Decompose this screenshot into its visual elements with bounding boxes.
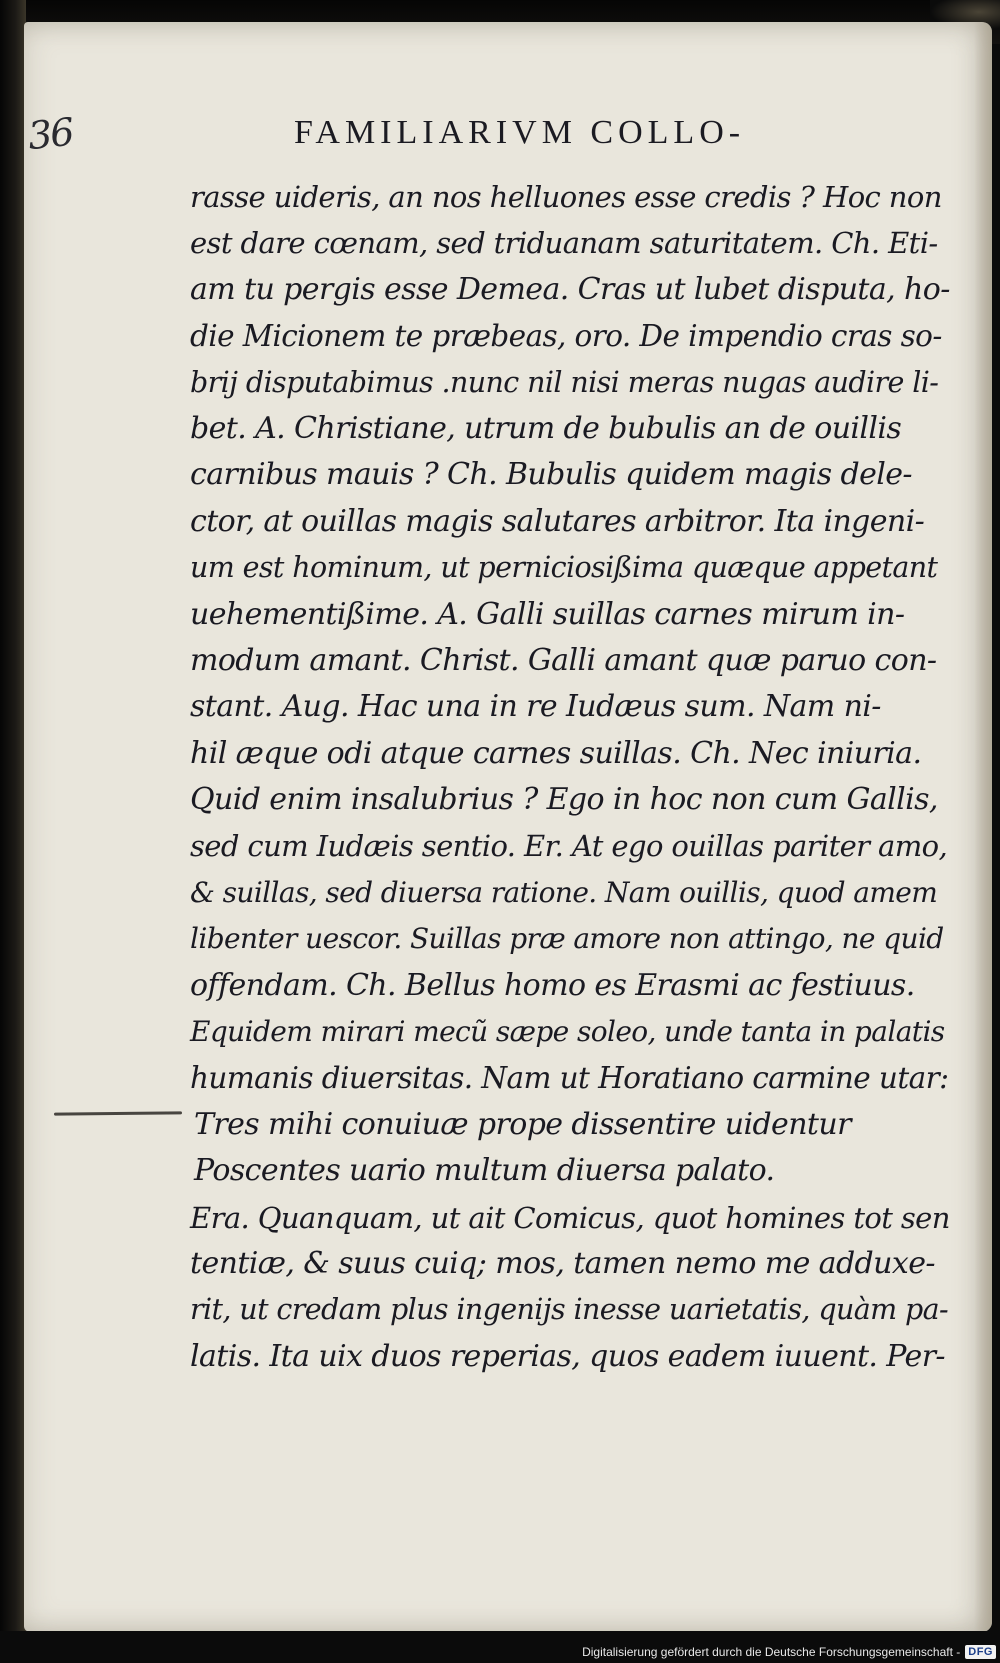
text-line: Quid enim insalubrius ? Ego in hoc non cum Gallis, (190, 782, 938, 818)
text-line: bet. A. Christiane, utrum de bubulis an de ouillis (190, 410, 902, 446)
margin-pen-stroke (54, 1111, 182, 1115)
text-line: rit, ut credam plus ingenijs inesse uarietatis, quàm pa- (190, 1293, 949, 1327)
running-head: FAMILIARIVM COLLO- (294, 114, 746, 151)
book-page (24, 22, 992, 1632)
text-line: rasse uideris, an nos helluones esse credis ? Hoc non (190, 180, 942, 214)
text-line: stant. Aug. Hac una in re Iudæus sum. Nam ni- (190, 689, 881, 725)
text-line: modum amant. Christ. Galli amant quæ paruo con- (190, 642, 937, 678)
text-block (190, 174, 950, 1380)
digitization-credit (582, 1645, 996, 1659)
text-line: Era. Quanquam, ut ait Comicus, quot homines tot sen (190, 1200, 950, 1235)
text-line: um est hominum, ut perniciosißima quæque appetant (190, 551, 938, 585)
dfg-logo: DFG (965, 1645, 996, 1659)
text-line: am tu pergis esse Demea. Cras ut lubet disputa, ho- (190, 271, 950, 307)
text-line: Equidem mirari mecũ sæpe soleo, unde tanta in palatis (190, 1015, 945, 1049)
text-line: uehementißime. A. Galli suillas carnes mirum in- (190, 596, 905, 632)
text-line: brij disputabimus .nunc nil nisi meras nugas audire li- (190, 365, 939, 399)
text-line: & suillas, sed diuersa ratione. Nam ouillis, quod amem (190, 875, 938, 909)
text-line: tentiæ, & suus cuiq; mos, tamen nemo me adduxe- (190, 1245, 935, 1281)
text-line: sed cum Iudæis sentio. Er. At ego ouillas pariter amo, (190, 829, 948, 864)
text-line: ctor, at ouillas magis salutares arbitror. Ita ingeni- (190, 503, 925, 539)
credit-text: Digitalisierung gefördert durch die Deutsche Forschungsgemeinschaft - (582, 1645, 961, 1659)
text-line: carnibus mauis ? Ch. Bubulis quidem magis dele- (190, 457, 912, 493)
text-line: libenter uescor. Suillas præ amore non attingo, ne quid (190, 922, 944, 956)
text-line: hil æque odi atque carnes suillas. Ch. Nec iniuria. (190, 735, 922, 771)
page-number: 36 (25, 109, 75, 159)
text-line: offendam. Ch. Bellus homo es Erasmi ac festiuus. (190, 967, 915, 1003)
book-spine-shadow (0, 0, 26, 1663)
text-line: die Micionem te præbeas, oro. De impendio cras so- (190, 319, 942, 354)
text-line: est dare cœnam, sed triduanam saturitatem. Ch. Eti- (190, 226, 938, 261)
verse-line: Poscentes uario multum diuersa palato. (194, 1153, 775, 1189)
text-line: humanis diuersitas. Nam ut Horatiano carmine utar: (190, 1061, 949, 1096)
text-line: latis. Ita uix duos reperias, quos eadem iuuent. Per- (190, 1338, 945, 1374)
page-edge-shadow (974, 22, 992, 1632)
verse-line: Tres mihi conuiuæ prope dissentire uidentur (194, 1106, 851, 1142)
